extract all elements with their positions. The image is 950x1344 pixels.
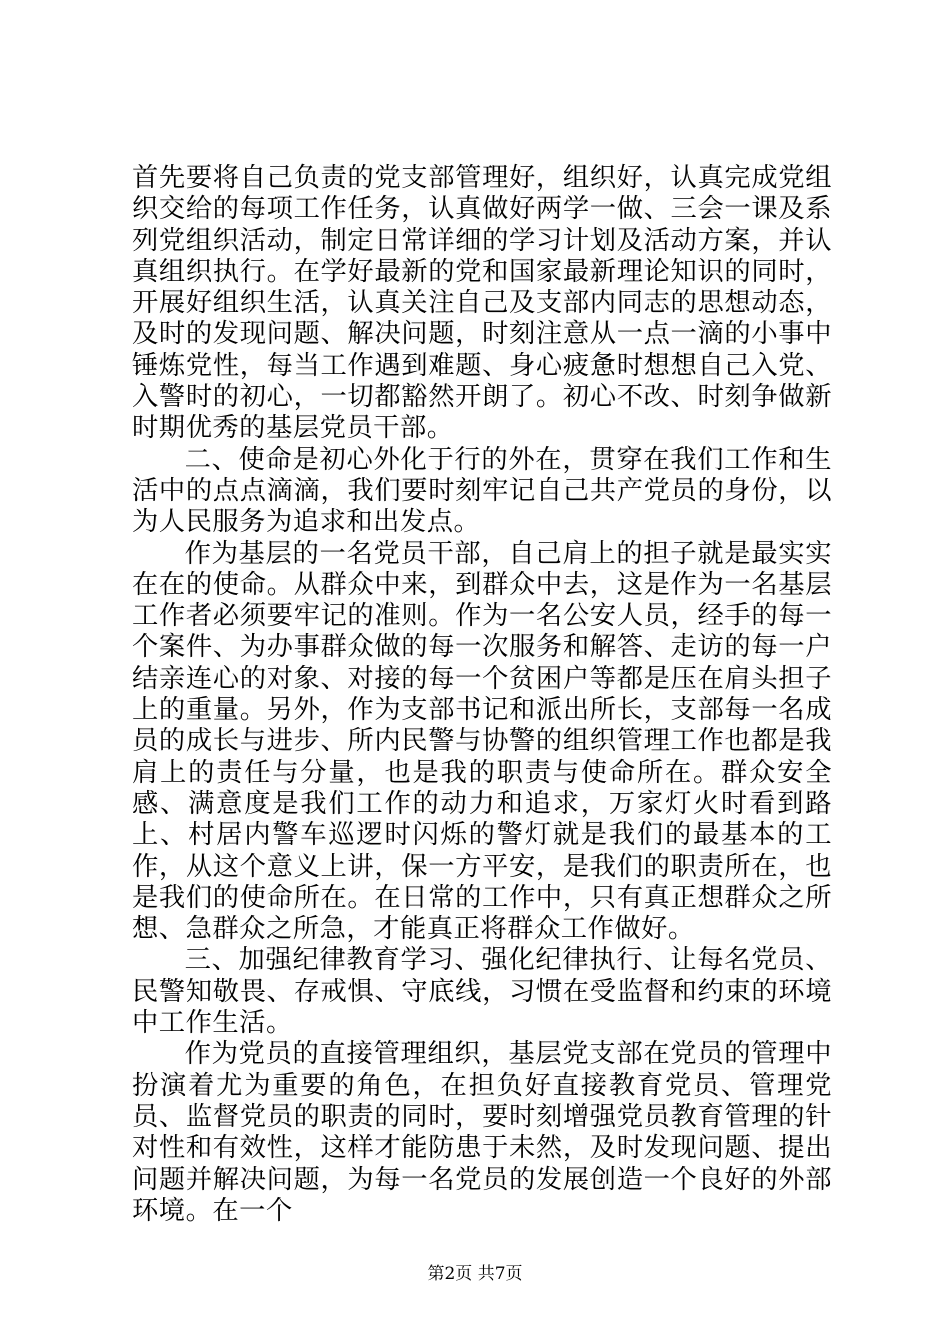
paragraph-5: 作为党员的直接管理组织，基层党支部在党员的管理中扮演着尤为重要的角色，在担负好直接教育党员、管理党员、监督党员的职责的同时，要时刻增强党员教育管理的针对性和有效性，这样才能防患于未然，及时发现问题、提出问题并解决问题，为每一名党员的发展创造一个良好的外部环境。在一个 bbox=[132, 1039, 832, 1226]
paragraph-1: 首先要将自己负责的党支部管理好，组织好，认真完成党组织交给的每项工作任务，认真做好两学一做、三会一课及系列党组织活动，制定日常详细的学习计划及活动方案，并认真组织执行。在学好最新的党和国家最新理论知识的同时，开展好组织生活，认真关注自己及支部内同志的思想动态，及时的发现问题、解决问题，时刻注意从一点一滴的小事中锤炼党性，每当工作遇到难题、身心疲惫时想想自己入党、入警时的初心，一切都豁然开朗了。初心不改、时刻争做新时期优秀的基层党员干部。 bbox=[132, 163, 832, 444]
paragraph-2: 二、使命是初心外化于行的外在，贯穿在我们工作和生活中的点点滴滴，我们要时刻牢记自己共产党员的身份，以为人民服务为追求和出发点。 bbox=[132, 444, 832, 538]
paragraph-4: 三、加强纪律教育学习、强化纪律执行、让每名党员、民警知敬畏、存戒惧、守底线，习惯在受监督和约束的环境中工作生活。 bbox=[132, 945, 832, 1039]
document-body bbox=[132, 163, 832, 1227]
paragraph-3: 作为基层的一名党员干部，自己肩上的担子就是最实实在在的使命。从群众中来，到群众中去，这是作为一名基层工作者必须要牢记的准则。作为一名公安人员，经手的每一个案件、为办事群众做的每一次服务和解答、走访的每一户结亲连心的对象、对接的每一个贫困户等都是压在肩头担子上的重量。另外，作为支部书记和派出所长，支部每一名成员的成长与进步、所内民警与协警的组织管理工作也都是我肩上的责任与分量，也是我的职责与使命所在。群众安全感、满意度是我们工作的动力和追求，万家灯火时看到路上、村居内警车巡逻时闪烁的警灯就是我们的最基本的工作，从这个意义上讲，保一方平安，是我们的职责所在，也是我们的使命所在。在日常的工作中，只有真正想群众之所想、急群众之所急，才能真正将群众工作做好。 bbox=[132, 538, 832, 945]
page-number-footer: 第2页 共7页 bbox=[427, 1264, 523, 1284]
